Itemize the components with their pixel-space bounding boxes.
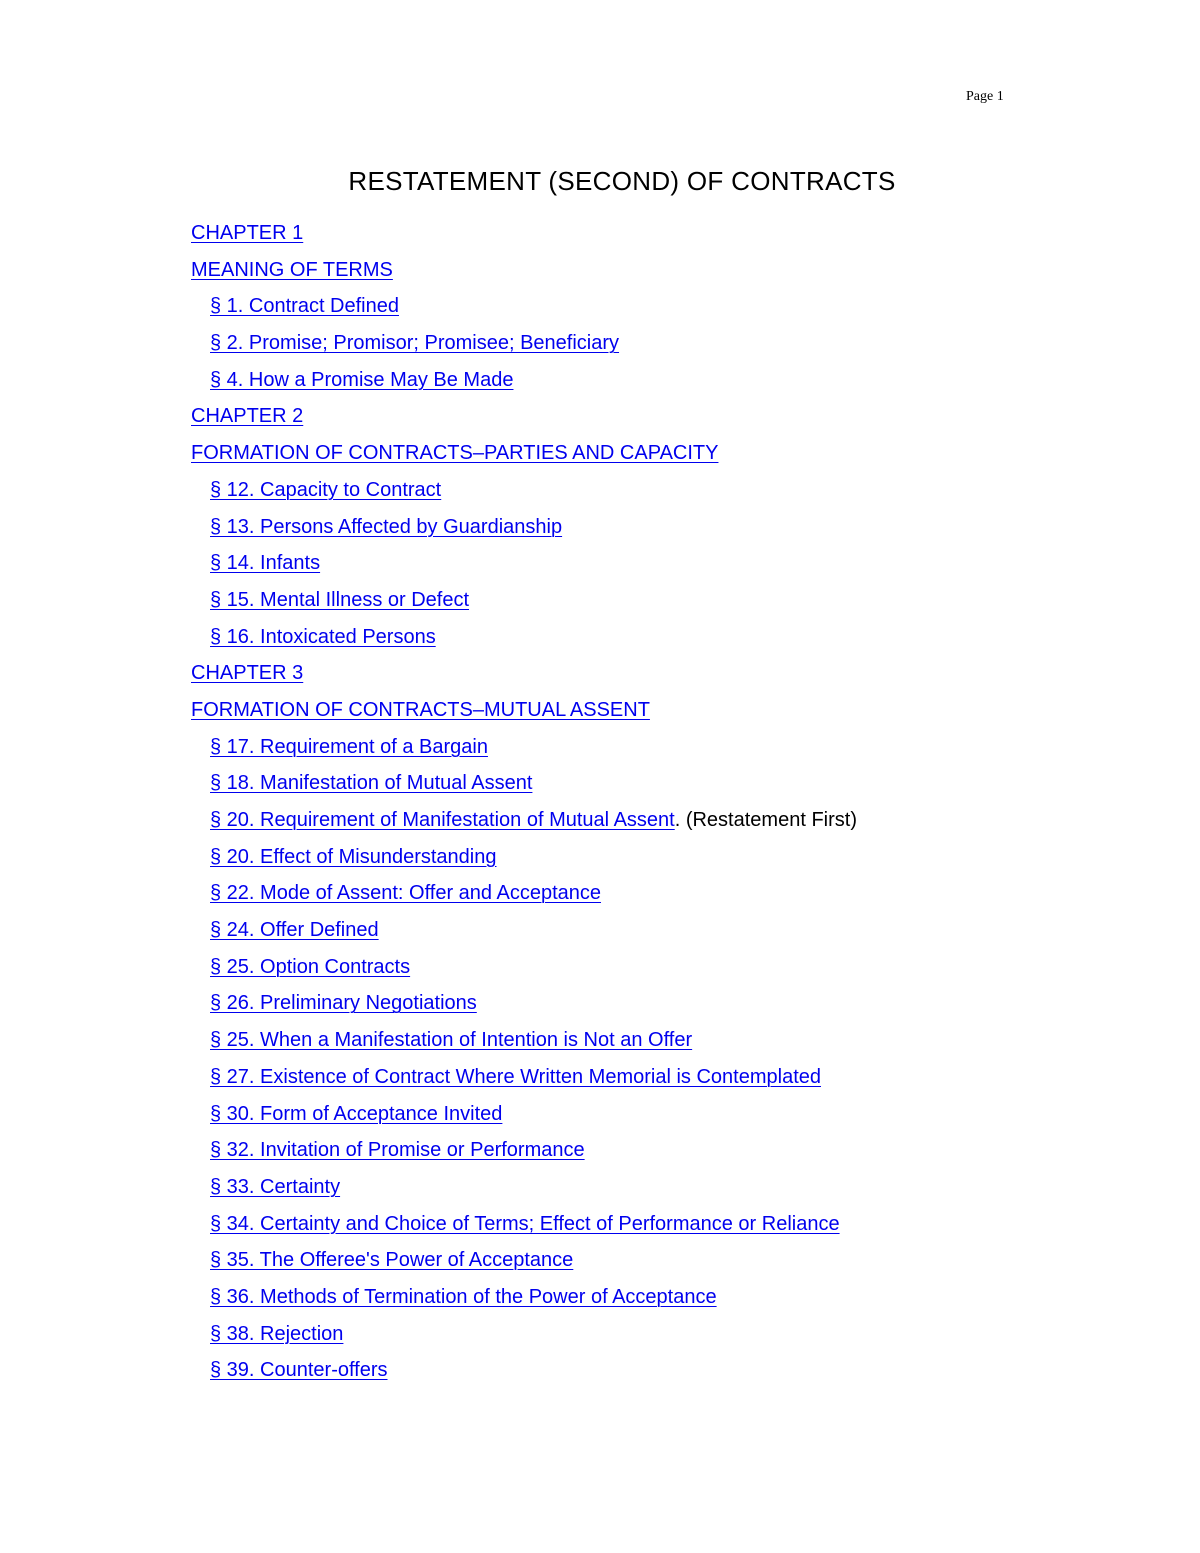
chapter-link[interactable]: CHAPTER 3 xyxy=(191,662,304,685)
section-link[interactable]: § 24. Offer Defined xyxy=(210,919,379,942)
toc-section-entry xyxy=(191,875,857,912)
section-link[interactable]: § 20. Effect of Misunderstanding xyxy=(210,845,497,868)
toc-section-entry xyxy=(191,619,857,656)
section-link[interactable]: § 26. Preliminary Negotiations xyxy=(210,992,477,1015)
section-link[interactable]: § 22. Mode of Assent: Offer and Acceptance xyxy=(210,882,601,905)
section-link[interactable]: § 2. Promise; Promisor; Promisee; Beneficiary xyxy=(210,332,620,355)
section-link[interactable]: § 25. Option Contracts xyxy=(210,955,411,978)
section-link[interactable]: § 35. The Offeree's Power of Acceptance xyxy=(210,1249,574,1272)
chapter-link[interactable]: FORMATION OF CONTRACTS–PARTIES AND CAPACITY xyxy=(191,442,719,465)
section-link[interactable]: § 13. Persons Affected by Guardianship xyxy=(210,515,563,538)
section-link[interactable]: § 20. Requirement of Manifestation of Mutual Assent xyxy=(210,809,675,831)
section-note: . (Restatement First) xyxy=(674,809,857,831)
chapter-link[interactable]: CHAPTER 2 xyxy=(191,405,304,428)
toc-section-entry xyxy=(191,1169,857,1206)
section-link[interactable]: § 36. Methods of Termination of the Power of Acceptance xyxy=(210,1285,717,1308)
toc-chapter-entry xyxy=(191,252,857,289)
toc-section-entry xyxy=(191,1132,857,1169)
section-link[interactable]: § 27. Existence of Contract Where Written Memorial is Contemplated xyxy=(210,1065,821,1088)
toc-section-entry xyxy=(191,912,857,949)
chapter-link[interactable]: CHAPTER 1 xyxy=(191,222,304,244)
section-link[interactable]: § 4. How a Promise May Be Made xyxy=(210,368,514,391)
section-link[interactable]: § 33. Certainty xyxy=(210,1175,341,1198)
chapter-link[interactable]: FORMATION OF CONTRACTS–MUTUAL ASSENT xyxy=(191,698,650,721)
section-link[interactable]: § 34. Certainty and Choice of Terms; Effect of Performance or Reliance xyxy=(210,1212,840,1235)
section-link[interactable]: § 18. Manifestation of Mutual Assent xyxy=(210,772,533,795)
section-link[interactable]: § 38. Rejection xyxy=(210,1322,344,1345)
toc-section-entry xyxy=(191,1352,857,1389)
section-link[interactable]: § 12. Capacity to Contract xyxy=(210,478,442,501)
toc-section-entry xyxy=(191,1316,857,1353)
toc-section-entry xyxy=(191,1206,857,1243)
toc-section-entry xyxy=(191,472,857,509)
toc-section-entry xyxy=(191,729,857,766)
toc-chapter-entry xyxy=(191,398,857,435)
toc-section-entry xyxy=(191,1059,857,1096)
toc-section-entry xyxy=(191,765,857,802)
toc-section-entry xyxy=(191,582,857,619)
toc-section-entry xyxy=(191,1022,857,1059)
toc-section-entry xyxy=(191,545,857,582)
section-link[interactable]: § 39. Counter-offers xyxy=(210,1359,388,1382)
toc-chapter-entry xyxy=(191,435,857,472)
toc-chapter-entry xyxy=(191,655,857,692)
chapter-link[interactable]: MEANING OF TERMS xyxy=(191,258,393,281)
toc-chapter-entry xyxy=(191,692,857,729)
page-number: Page 1 xyxy=(966,89,1004,104)
toc-section-entry xyxy=(191,802,857,839)
toc-section-entry xyxy=(191,1096,857,1133)
section-link[interactable]: § 17. Requirement of a Bargain xyxy=(210,735,488,758)
section-link[interactable]: § 14. Infants xyxy=(210,552,321,575)
toc-chapter-entry xyxy=(191,215,857,252)
section-link[interactable]: § 15. Mental Illness or Defect xyxy=(210,588,470,611)
toc-section-entry xyxy=(191,1279,857,1316)
section-link[interactable]: § 16. Intoxicated Persons xyxy=(210,625,436,648)
toc-section-entry xyxy=(191,288,857,325)
section-link[interactable]: § 32. Invitation of Promise or Performance xyxy=(210,1139,585,1162)
section-link[interactable]: § 30. Form of Acceptance Invited xyxy=(210,1102,503,1125)
toc-section-entry xyxy=(191,1242,857,1279)
document-title: RESTATEMENT (SECOND) OF CONTRACTS xyxy=(348,166,896,196)
section-link[interactable]: § 1. Contract Defined xyxy=(210,295,399,318)
toc-section-entry xyxy=(191,839,857,876)
toc-section-entry xyxy=(191,325,857,362)
table-of-contents xyxy=(191,215,857,1389)
toc-section-entry xyxy=(191,949,857,986)
section-link[interactable]: § 25. When a Manifestation of Intention is Not an Offer xyxy=(210,1029,693,1052)
toc-section-entry xyxy=(191,985,857,1022)
toc-section-entry xyxy=(191,362,857,399)
toc-section-entry xyxy=(191,509,857,546)
